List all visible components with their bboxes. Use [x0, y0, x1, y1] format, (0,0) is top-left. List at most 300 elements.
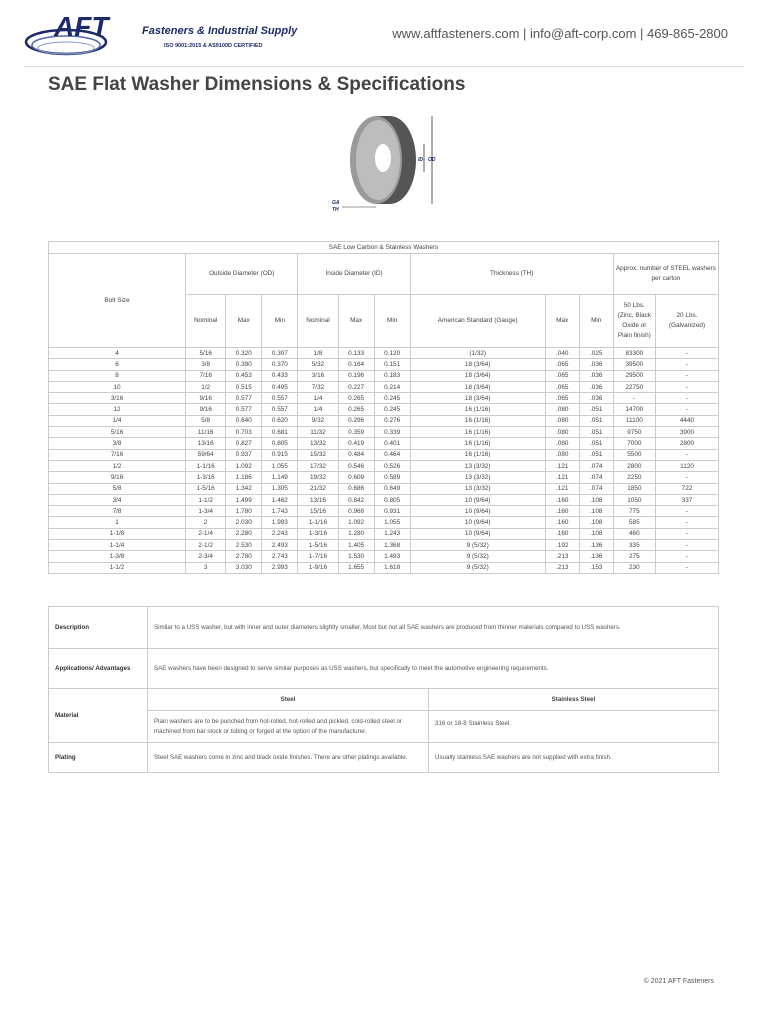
- od-header: Outside Diameter (OD): [186, 254, 298, 295]
- table-cell: 9 (5/32): [410, 540, 545, 551]
- table-cell: 0.557: [262, 404, 298, 415]
- table-cell: .153: [579, 562, 613, 573]
- applications-text: SAE washers have been designed to serve similar purposes as USS washers, but specifically to meet the automotive engineering requirements.: [148, 649, 719, 689]
- table-cell: 2: [186, 517, 226, 528]
- table-cell: 0.296: [338, 415, 374, 426]
- table-cell: 1-3/16: [186, 472, 226, 483]
- table-row: [49, 483, 719, 494]
- steel-header: Steel: [148, 689, 429, 711]
- table-cell: 2.280: [226, 528, 262, 539]
- table-cell: 1/2: [49, 460, 186, 471]
- table-cell: 1.243: [374, 528, 410, 539]
- table-cell: 5/16: [49, 427, 186, 438]
- table-cell: 1-3/16: [298, 528, 338, 539]
- table-cell: 460: [613, 528, 655, 539]
- table-cell: 0.842: [338, 494, 374, 505]
- table-row: [49, 415, 719, 426]
- table-cell: 15/16: [298, 506, 338, 517]
- thickness-header: Thickness (TH): [410, 254, 613, 295]
- th-min-header: Min: [579, 295, 613, 348]
- table-cell: 0.276: [374, 415, 410, 426]
- table-cell: 6: [49, 359, 186, 370]
- table-cell: 2250: [613, 472, 655, 483]
- table-cell: -: [655, 528, 718, 539]
- table-cell: 0.968: [338, 506, 374, 517]
- table-cell: 0.339: [374, 427, 410, 438]
- table-row: [49, 528, 719, 539]
- table-cell: 1.493: [374, 551, 410, 562]
- col-50lbs-header: 50 Lbs. (Zinc, Black Oxide or Plain finish): [613, 295, 655, 348]
- table-cell: 1.342: [226, 483, 262, 494]
- table-cell: -: [655, 472, 718, 483]
- gauge-header: American Standard (Gauge): [410, 295, 545, 348]
- table-cell: .160: [545, 506, 579, 517]
- table-cell: 1-5/16: [186, 483, 226, 494]
- table-cell: 0.183: [374, 370, 410, 381]
- table-cell: .213: [545, 551, 579, 562]
- table-cell: 722: [655, 483, 718, 494]
- table-cell: 10 (9/64): [410, 494, 545, 505]
- table-cell: 5/32: [298, 359, 338, 370]
- table-cell: 83300: [613, 348, 655, 359]
- table-cell: 1.055: [262, 460, 298, 471]
- material-steel-text: Plain washers are to be punched from hot-rolled, hot-rolled and pickled, cold-rolled steel or machined from bar stock or tubing or forged at the option of the manufacturer.: [148, 711, 429, 743]
- table-cell: 3/16: [49, 393, 186, 404]
- table-cell: 0.649: [374, 483, 410, 494]
- table-cell: 0.370: [262, 359, 298, 370]
- table-cell: .121: [545, 483, 579, 494]
- table-cell: 13 (3/32): [410, 483, 545, 494]
- table-cell: 19/32: [298, 472, 338, 483]
- table-cell: (1/32): [410, 348, 545, 359]
- table-cell: .040: [545, 348, 579, 359]
- spec-table: [48, 241, 719, 574]
- table-cell: 9 (5/32): [410, 562, 545, 573]
- table-cell: 775: [613, 506, 655, 517]
- table-cell: -: [655, 517, 718, 528]
- table-cell: 2.243: [262, 528, 298, 539]
- table-cell: .160: [545, 528, 579, 539]
- table-cell: .080: [545, 438, 579, 449]
- table-cell: 0.390: [226, 359, 262, 370]
- aft-logo: [24, 10, 304, 60]
- table-cell: 1-3/4: [186, 506, 226, 517]
- table-cell: 0.495: [262, 381, 298, 392]
- table-cell: .080: [545, 449, 579, 460]
- header-divider: [24, 66, 744, 67]
- table-cell: .065: [545, 359, 579, 370]
- table-cell: 4: [49, 348, 186, 359]
- page-header: [0, 0, 768, 66]
- table-cell: 585: [613, 517, 655, 528]
- table-cell: 1-3/8: [49, 551, 186, 562]
- table-cell: 2.493: [262, 540, 298, 551]
- table-row: [49, 562, 719, 573]
- table-cell: 10: [49, 381, 186, 392]
- table-cell: .036: [579, 359, 613, 370]
- table-cell: .160: [545, 517, 579, 528]
- table-cell: 1/2: [186, 381, 226, 392]
- table-cell: 13/16: [186, 438, 226, 449]
- table-cell: .074: [579, 460, 613, 471]
- table-cell: 10 (9/64): [410, 506, 545, 517]
- table-cell: 9/16: [49, 472, 186, 483]
- table-cell: 1-9/16: [298, 562, 338, 573]
- table-row: [49, 494, 719, 505]
- table-cell: 0.805: [374, 494, 410, 505]
- table-cell: 1.655: [338, 562, 374, 573]
- table-cell: 0.620: [262, 415, 298, 426]
- table-row: [49, 427, 719, 438]
- table-cell: 0.640: [226, 415, 262, 426]
- table-cell: 0.307: [262, 348, 298, 359]
- table-row: [49, 540, 719, 551]
- table-cell: 13 (3/32): [410, 460, 545, 471]
- plating-steel-text: Steel SAE washers come in zinc and black oxide finishes. There are other platings available.: [148, 743, 429, 773]
- table-cell: 7/16: [49, 449, 186, 460]
- table-cell: 0.686: [338, 483, 374, 494]
- logo-text: AFT: [54, 11, 109, 42]
- table-cell: 18 (3/64): [410, 393, 545, 404]
- table-cell: 11/16: [186, 427, 226, 438]
- table-cell: 1.780: [226, 506, 262, 517]
- applications-label: Applications/ Advantages: [49, 649, 148, 689]
- table-cell: 7/8: [49, 506, 186, 517]
- table-cell: 0.214: [374, 381, 410, 392]
- table-cell: 12: [49, 404, 186, 415]
- stainless-header: Stainless Steel: [429, 689, 719, 711]
- table-cell: .025: [579, 348, 613, 359]
- table-cell: -: [655, 370, 718, 381]
- description-label: Description: [49, 607, 148, 649]
- table-cell: .108: [579, 494, 613, 505]
- table-cell: -: [655, 381, 718, 392]
- plating-label: Plating: [49, 743, 148, 773]
- table-cell: 17/32: [298, 460, 338, 471]
- table-cell: 1-1/8: [49, 528, 186, 539]
- table-cell: 2.743: [262, 551, 298, 562]
- table-cell: 0.526: [374, 460, 410, 471]
- table-cell: 0.227: [338, 381, 374, 392]
- carton-count-header: Approx. number of STEEL washers per carton: [613, 254, 718, 295]
- table-cell: 2800: [655, 438, 718, 449]
- table-cell: 16 (1/16): [410, 438, 545, 449]
- table-cell: 0.359: [338, 427, 374, 438]
- table-cell: 1-1/4: [49, 540, 186, 551]
- table-cell: 7/32: [298, 381, 338, 392]
- material-stainless-text: 316 or 18-8 Stainless Steel.: [429, 711, 719, 743]
- table-cell: .036: [579, 393, 613, 404]
- table-cell: 1/4: [49, 415, 186, 426]
- table-cell: .080: [545, 415, 579, 426]
- table-cell: 1.092: [226, 460, 262, 471]
- table-row: [49, 348, 719, 359]
- table-cell: 0.577: [226, 404, 262, 415]
- table-cell: 59/64: [186, 449, 226, 460]
- table-cell: .108: [579, 506, 613, 517]
- table-cell: 1050: [613, 494, 655, 505]
- table-cell: 0.245: [374, 404, 410, 415]
- table-row: [49, 393, 719, 404]
- table-cell: 1.405: [338, 540, 374, 551]
- table-cell: 1.743: [262, 506, 298, 517]
- table-cell: .108: [579, 528, 613, 539]
- table-cell: .074: [579, 472, 613, 483]
- table-cell: 1.092: [338, 517, 374, 528]
- table-cell: .036: [579, 381, 613, 392]
- company-name: Fasteners & Industrial Supply: [142, 25, 298, 37]
- od-min-header: Min: [262, 295, 298, 348]
- spec-table-caption: SAE Low Carbon & Stainless Washers: [49, 242, 719, 254]
- table-cell: 1-5/16: [298, 540, 338, 551]
- table-cell: .065: [545, 393, 579, 404]
- table-cell: 3900: [655, 427, 718, 438]
- table-cell: .051: [579, 415, 613, 426]
- table-cell: 8: [49, 370, 186, 381]
- table-cell: 1850: [613, 483, 655, 494]
- material-label: Material: [49, 689, 148, 743]
- table-cell: 1.149: [262, 472, 298, 483]
- table-cell: 2-3/4: [186, 551, 226, 562]
- table-cell: 1.186: [226, 472, 262, 483]
- table-cell: 9/32: [298, 415, 338, 426]
- page-title: SAE Flat Washer Dimensions & Specifications: [48, 74, 466, 95]
- table-row: [49, 506, 719, 517]
- table-cell: 13/16: [298, 494, 338, 505]
- table-cell: .051: [579, 404, 613, 415]
- table-cell: 0.133: [338, 348, 374, 359]
- table-cell: .080: [545, 404, 579, 415]
- table-cell: .121: [545, 460, 579, 471]
- table-cell: 1-1/2: [186, 494, 226, 505]
- table-cell: 1.993: [262, 517, 298, 528]
- table-cell: 275: [613, 551, 655, 562]
- table-cell: 1/8: [298, 348, 338, 359]
- info-table: [48, 606, 719, 773]
- table-cell: .121: [545, 472, 579, 483]
- table-cell: 335: [613, 540, 655, 551]
- table-cell: 0.827: [226, 438, 262, 449]
- table-cell: 0.453: [226, 370, 262, 381]
- table-cell: .065: [545, 381, 579, 392]
- table-cell: 0.196: [338, 370, 374, 381]
- table-cell: 1.618: [374, 562, 410, 573]
- table-cell: 1/4: [298, 393, 338, 404]
- footer-copyright: © 2021 AFT Fasteners: [643, 978, 714, 985]
- table-cell: 16 (1/16): [410, 415, 545, 426]
- table-cell: 0.915: [262, 449, 298, 460]
- table-cell: 2-1/2: [186, 540, 226, 551]
- table-cell: 1.462: [262, 494, 298, 505]
- id-header: Inside Diameter (ID): [298, 254, 410, 295]
- table-row: [49, 517, 719, 528]
- table-cell: 3/4: [49, 494, 186, 505]
- table-cell: 2.780: [226, 551, 262, 562]
- table-cell: 0.151: [374, 359, 410, 370]
- table-cell: 7000: [613, 438, 655, 449]
- table-cell: 1-1/16: [298, 517, 338, 528]
- table-cell: 14700: [613, 404, 655, 415]
- table-cell: 13 (3/32): [410, 472, 545, 483]
- table-cell: 1120: [655, 460, 718, 471]
- table-cell: 11/32: [298, 427, 338, 438]
- table-cell: 3.030: [226, 562, 262, 573]
- table-cell: 0.464: [374, 449, 410, 460]
- spec-table-body: [49, 348, 719, 574]
- id-label: ID: [418, 157, 423, 163]
- table-cell: 1.368: [374, 540, 410, 551]
- table-cell: 0.703: [226, 427, 262, 438]
- table-cell: 9/16: [186, 393, 226, 404]
- table-cell: 2.993: [262, 562, 298, 573]
- bolt-size-header: Bolt Size: [49, 254, 186, 348]
- table-cell: 0.320: [226, 348, 262, 359]
- table-cell: 1-1/16: [186, 460, 226, 471]
- table-row: [49, 370, 719, 381]
- table-cell: 1/4: [298, 404, 338, 415]
- table-cell: 0.120: [374, 348, 410, 359]
- table-cell: -: [655, 551, 718, 562]
- od-nominal-header: Nominal: [186, 295, 226, 348]
- table-cell: -: [655, 359, 718, 370]
- table-cell: 3/16: [298, 370, 338, 381]
- table-cell: 3/8: [49, 438, 186, 449]
- table-cell: 3: [186, 562, 226, 573]
- table-cell: -: [655, 562, 718, 573]
- table-cell: 0.805: [262, 438, 298, 449]
- table-row: [49, 438, 719, 449]
- table-cell: -: [655, 506, 718, 517]
- table-cell: -: [655, 540, 718, 551]
- table-cell: 230: [613, 562, 655, 573]
- id-max-header: Max: [338, 295, 374, 348]
- table-cell: .213: [545, 562, 579, 573]
- table-cell: -: [655, 348, 718, 359]
- table-cell: 18 (3/64): [410, 381, 545, 392]
- table-cell: 9750: [613, 427, 655, 438]
- table-cell: 0.245: [374, 393, 410, 404]
- table-cell: .108: [579, 517, 613, 528]
- table-cell: 1.530: [338, 551, 374, 562]
- table-cell: 3/8: [186, 359, 226, 370]
- description-text: Similar to a USS washer, but with inner and outer diameters slightly smaller. Most but not all SAE washers are produced from thinner materials compared to USS washers.: [148, 607, 719, 649]
- table-cell: 0.265: [338, 393, 374, 404]
- washer-diagram: [320, 108, 460, 218]
- table-cell: 0.515: [226, 381, 262, 392]
- table-cell: 4440: [655, 415, 718, 426]
- table-cell: 0.681: [262, 427, 298, 438]
- table-cell: 29500: [613, 370, 655, 381]
- table-cell: 0.546: [338, 460, 374, 471]
- table-cell: 0.433: [262, 370, 298, 381]
- table-cell: 2800: [613, 460, 655, 471]
- table-cell: 16 (1/16): [410, 427, 545, 438]
- table-row: [49, 551, 719, 562]
- od-max-header: Max: [226, 295, 262, 348]
- th-max-header: Max: [545, 295, 579, 348]
- table-cell: 5/16: [186, 348, 226, 359]
- table-cell: 16 (1/16): [410, 404, 545, 415]
- table-row: [49, 359, 719, 370]
- table-cell: 9/16: [186, 404, 226, 415]
- table-cell: 5/8: [186, 415, 226, 426]
- od-label: OD: [428, 157, 436, 163]
- table-cell: 337: [655, 494, 718, 505]
- table-cell: .036: [579, 370, 613, 381]
- table-cell: 0.164: [338, 359, 374, 370]
- table-cell: 1: [49, 517, 186, 528]
- table-cell: 0.931: [374, 506, 410, 517]
- table-row: [49, 460, 719, 471]
- th-label: TH: [332, 207, 339, 213]
- contact-info: www.aftfasteners.com | info@aft-corp.com | 469-865-2800: [392, 26, 728, 41]
- table-cell: 39500: [613, 359, 655, 370]
- table-cell: 15/32: [298, 449, 338, 460]
- table-cell: 5500: [613, 449, 655, 460]
- table-cell: 10 (9/64): [410, 528, 545, 539]
- table-cell: 1.055: [374, 517, 410, 528]
- table-cell: .051: [579, 427, 613, 438]
- plating-stainless-text: Usually stainless SAE washers are not supplied with extra finish.: [429, 743, 719, 773]
- table-cell: 16 (1/16): [410, 449, 545, 460]
- certification: ISO 9001:2015 & AS9100D CERTIFIED: [164, 43, 263, 49]
- table-cell: 0.937: [226, 449, 262, 460]
- table-cell: 1.305: [262, 483, 298, 494]
- table-cell: 13/32: [298, 438, 338, 449]
- table-cell: 18 (3/64): [410, 370, 545, 381]
- table-cell: .074: [579, 483, 613, 494]
- table-cell: 0.589: [374, 472, 410, 483]
- table-cell: .160: [545, 494, 579, 505]
- table-cell: 7/16: [186, 370, 226, 381]
- table-cell: 0.265: [338, 404, 374, 415]
- table-cell: 0.401: [374, 438, 410, 449]
- table-cell: 0.557: [262, 393, 298, 404]
- col-20lbs-header: 20 Lbs. (Galvanized): [655, 295, 718, 348]
- table-cell: .080: [545, 427, 579, 438]
- table-cell: 1.280: [338, 528, 374, 539]
- table-cell: .051: [579, 438, 613, 449]
- table-cell: 2.030: [226, 517, 262, 528]
- table-cell: 2-1/4: [186, 528, 226, 539]
- table-cell: 9 (5/32): [410, 551, 545, 562]
- table-cell: -: [655, 404, 718, 415]
- table-cell: 2.530: [226, 540, 262, 551]
- id-nominal-header: Nominal: [298, 295, 338, 348]
- table-row: [49, 381, 719, 392]
- table-cell: 1-7/16: [298, 551, 338, 562]
- ga-label: GA: [332, 200, 340, 206]
- table-row: [49, 404, 719, 415]
- table-cell: -: [655, 393, 718, 404]
- table-cell: 18 (3/64): [410, 359, 545, 370]
- table-cell: 5/8: [49, 483, 186, 494]
- table-cell: 1-1/2: [49, 562, 186, 573]
- table-cell: 0.577: [226, 393, 262, 404]
- table-cell: 0.609: [338, 472, 374, 483]
- table-cell: 0.419: [338, 438, 374, 449]
- table-cell: -: [613, 393, 655, 404]
- id-min-header: Min: [374, 295, 410, 348]
- table-cell: 21/32: [298, 483, 338, 494]
- table-cell: 0.484: [338, 449, 374, 460]
- table-cell: 22750: [613, 381, 655, 392]
- table-cell: .136: [579, 551, 613, 562]
- table-cell: -: [655, 449, 718, 460]
- table-cell: 1.499: [226, 494, 262, 505]
- table-cell: 10 (9/64): [410, 517, 545, 528]
- table-cell: 11100: [613, 415, 655, 426]
